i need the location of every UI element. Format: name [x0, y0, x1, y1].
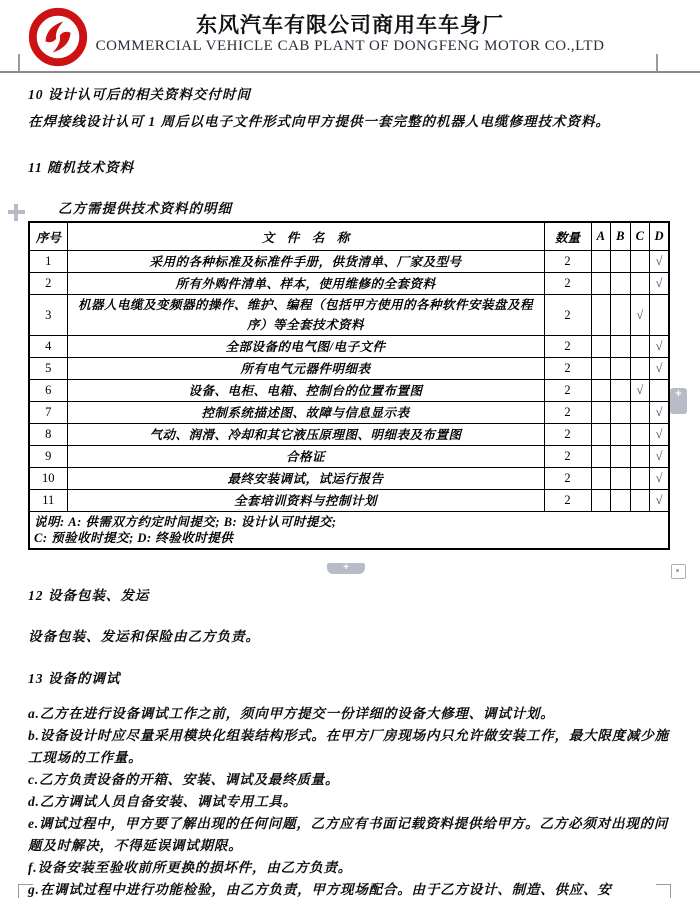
col-header-a: A	[591, 222, 611, 251]
cell-empty	[591, 336, 611, 358]
cell-quantity: 2	[544, 468, 591, 490]
table-row	[29, 424, 669, 446]
cell-document-name: 全部设备的电气图/电子文件	[67, 336, 544, 358]
company-name-cn: 东风汽车有限公司商用车车身厂	[196, 14, 504, 37]
cell-quantity: 2	[544, 273, 591, 295]
cell-checkmark: √	[650, 336, 670, 358]
cell-empty	[611, 490, 631, 512]
cell-checkmark: √	[650, 358, 670, 380]
cell-empty	[611, 468, 631, 490]
cell-empty	[630, 468, 650, 490]
section-10-title: 10 设计认可后的相关资料交付时间	[28, 87, 251, 102]
cell-no: 9	[29, 446, 67, 468]
cell-empty	[591, 380, 611, 402]
cell-document-name: 所有电气元器件明细表	[67, 358, 544, 380]
col-header-qty: 数量	[544, 222, 591, 251]
table-row	[29, 446, 669, 468]
cell-empty	[591, 446, 611, 468]
table-row	[29, 273, 669, 295]
cell-empty	[630, 251, 650, 273]
cell-empty	[591, 273, 611, 295]
cell-empty	[611, 402, 631, 424]
cell-empty	[650, 295, 670, 336]
deliverables-table	[28, 221, 670, 550]
cell-empty	[630, 424, 650, 446]
cell-document-name: 气动、润滑、冷却和其它液压原理图、明细表及布置图	[67, 424, 544, 446]
cell-no: 5	[29, 358, 67, 380]
section-11-title: 11 随机技术资料	[28, 160, 135, 175]
cell-empty	[611, 251, 631, 273]
col-header-b: B	[611, 222, 631, 251]
cell-quantity: 2	[544, 336, 591, 358]
cell-no: 4	[29, 336, 67, 358]
note-item-g: g.在调试过程中进行功能检验，由乙方负责，甲方现场配合。由于乙方设计、制造、供应、安	[28, 882, 612, 897]
cell-document-name: 设备、电柜、电箱、控制台的位置布置图	[67, 380, 544, 402]
cell-checkmark: √	[630, 295, 650, 336]
cell-empty	[630, 273, 650, 295]
table-row	[29, 295, 669, 336]
table-note-line2: C: 预验收时提交; D: 终验收时提供	[34, 531, 234, 545]
col-header-d: D	[650, 222, 670, 251]
cell-no: 8	[29, 424, 67, 446]
table-note	[29, 512, 669, 550]
cell-empty	[591, 358, 611, 380]
table-header-row	[29, 222, 669, 251]
cell-quantity: 2	[544, 380, 591, 402]
cell-document-name: 控制系统描述图、故障与信息显示表	[67, 402, 544, 424]
note-item-c: c.乙方负责设备的开箱、安装、调试及最终质量。	[28, 772, 340, 787]
cell-no: 1	[29, 251, 67, 273]
note-item-a: a.乙方在进行设备调试工作之前，须向甲方提交一份详细的设备大修理、调试计划。	[28, 706, 555, 721]
table-resize-handle[interactable]	[671, 564, 686, 579]
cell-document-name: 合格证	[67, 446, 544, 468]
section-12-title: 12 设备包装、发运	[28, 588, 150, 603]
resize-dot	[676, 569, 679, 572]
col-header-name: 文 件 名 称	[67, 222, 544, 251]
cell-no: 11	[29, 490, 67, 512]
cell-empty	[630, 446, 650, 468]
margin-mark-bottom-right	[656, 884, 671, 898]
cell-empty	[611, 424, 631, 446]
cell-empty	[591, 468, 611, 490]
cell-no: 3	[29, 295, 67, 336]
cell-empty	[611, 295, 631, 336]
cell-quantity: 2	[544, 490, 591, 512]
cell-empty	[611, 380, 631, 402]
table-note-line1: 说明: A: 供需双方约定时间提交; B: 设计认可时提交;	[34, 515, 337, 529]
table-move-handle-icon[interactable]	[8, 204, 25, 221]
cell-document-name: 所有外购件清单、样本，使用维修的全套资料	[67, 273, 544, 295]
cell-no: 7	[29, 402, 67, 424]
table-note-row	[29, 512, 669, 550]
cell-checkmark: √	[630, 380, 650, 402]
table-row	[29, 468, 669, 490]
cell-empty	[630, 490, 650, 512]
cell-empty	[630, 336, 650, 358]
table-row	[29, 380, 669, 402]
margin-mark-bottom-left	[18, 884, 33, 898]
table-caption: 乙方需提供技术资料的明细	[58, 201, 232, 216]
cell-empty	[591, 295, 611, 336]
cell-checkmark: √	[650, 402, 670, 424]
cell-empty	[591, 402, 611, 424]
note-item-f: f.设备安装至验收前所更换的损坏件，由乙方负责。	[28, 860, 353, 875]
header-divider	[0, 71, 700, 73]
plus-icon: +	[343, 562, 349, 573]
note-item-b: b.设备设计时应尽量采用模块化组装结构形式。在甲方厂房现场内只允许做安装工作，最大限度减少施工现场的工作量。	[28, 728, 669, 765]
section-13-title: 13 设备的调试	[28, 671, 121, 686]
cell-empty	[630, 358, 650, 380]
col-header-c: C	[630, 222, 650, 251]
deliverables-table-body	[29, 251, 669, 512]
col-header-no: 序号	[29, 222, 67, 251]
cell-no: 2	[29, 273, 67, 295]
cell-empty	[591, 424, 611, 446]
cell-empty	[611, 273, 631, 295]
section-10-body: 在焊接线设计认可 1 周后以电子文件形式向甲方提供一套完整的机器人电缆修理技术资料。	[28, 114, 610, 129]
table-add-column-handle[interactable]	[670, 388, 687, 414]
commissioning-notes	[28, 703, 676, 901]
cell-checkmark: √	[650, 424, 670, 446]
table-add-row-handle[interactable]	[327, 563, 365, 574]
cell-document-name: 机器人电缆及变频器的操作、维护、编程（包括甲方使用的各种软件安装盘及程序）等全套技术资料	[67, 295, 544, 336]
cell-empty	[611, 336, 631, 358]
cell-quantity: 2	[544, 295, 591, 336]
table-row	[29, 251, 669, 273]
plus-icon: +	[675, 388, 682, 400]
company-name-en: COMMERCIAL VEHICLE CAB PLANT OF DONGFENG MOTOR CO.,LTD	[95, 38, 605, 54]
cell-quantity: 2	[544, 424, 591, 446]
margin-mark-top-left	[18, 54, 20, 71]
cell-quantity: 2	[544, 358, 591, 380]
move-handle-bar	[14, 204, 18, 221]
note-item-e: e.调试过程中，甲方要了解出现的任何问题，乙方应有书面记载资料提供给甲方。乙方必须对出现的问题及时解决，不得延误调试期限。	[28, 816, 669, 853]
cell-document-name: 采用的各种标准及标准件手册，供货清单、厂家及型号	[67, 251, 544, 273]
cell-quantity: 2	[544, 402, 591, 424]
cell-empty	[650, 380, 670, 402]
cell-empty	[630, 402, 650, 424]
table-row	[29, 490, 669, 512]
cell-checkmark: √	[650, 446, 670, 468]
table-row	[29, 336, 669, 358]
table-row	[29, 402, 669, 424]
cell-quantity: 2	[544, 251, 591, 273]
cell-no: 10	[29, 468, 67, 490]
cell-empty	[611, 446, 631, 468]
table-row	[29, 358, 669, 380]
section-12-body: 设备包装、发运和保险由乙方负责。	[28, 629, 260, 644]
cell-document-name: 最终安装调试，试运行报告	[67, 468, 544, 490]
cell-document-name: 全套培训资料与控制计划	[67, 490, 544, 512]
cell-checkmark: √	[650, 273, 670, 295]
note-item-d: d.乙方调试人员自备安装、调试专用工具。	[28, 794, 298, 809]
cell-empty	[591, 490, 611, 512]
cell-checkmark: √	[650, 468, 670, 490]
margin-mark-top-right	[656, 54, 658, 71]
cell-empty	[611, 358, 631, 380]
cell-no: 6	[29, 380, 67, 402]
cell-checkmark: √	[650, 490, 670, 512]
cell-quantity: 2	[544, 446, 591, 468]
cell-checkmark: √	[650, 251, 670, 273]
cell-empty	[591, 251, 611, 273]
